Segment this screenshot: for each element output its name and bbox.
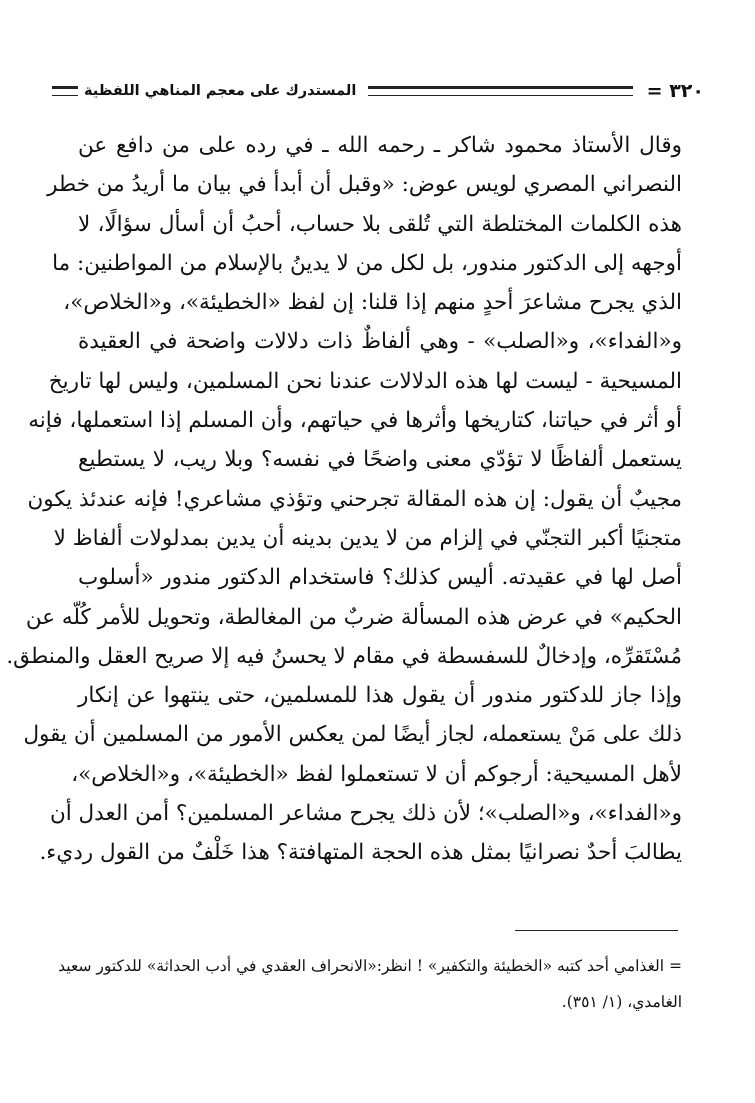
text-line: متجنيًا أكبر التجنّي في إلزام من لا يدين بدينه أن يدين بمدلولات ألفاظ لا bbox=[53, 525, 682, 551]
text-line: الذي يجرح مشاعرَ أحدٍ منهم إذا قلنا: إن لفظ «الخطيئة»، و«الخلاص»، bbox=[63, 290, 682, 316]
header-end-rule bbox=[52, 86, 78, 96]
text-line: وقال الأستاذ محمود شاكر ـ رحمه الله ـ في رده على من دافع عن bbox=[78, 133, 682, 158]
text-line: مجيبٌ أن يقول: إن هذه المقالة تجرحني وتؤذي مشاعري! فإنه عندئذ يكون bbox=[27, 486, 682, 512]
text-line: أصل لها في عقيدته. أليس كذلك؟ فاستخدام الدكتور مندور «أسلوب bbox=[78, 565, 682, 591]
text-line: الحكيم» في عرض هذه المسألة ضربٌ من المغالطة، وتحويل للأمر كُلّه عن bbox=[25, 604, 682, 630]
text-line: المسيحية - ليست لها هذه الدلالات عندنا نحن المسلمين، وليس لها تاريخ bbox=[48, 368, 682, 394]
page-number: ٣٢٠ = bbox=[646, 80, 704, 102]
text-line: النصراني المصري لويس عوض: «وقبل أن أبدأ في بيان ما أريدُ من خطر bbox=[47, 172, 682, 198]
footnote bbox=[58, 948, 682, 1020]
text-line: يطالبَ أحدٌ نصرانيًا بمثل هذه الحجة المتهافتة؟ هذا خَلْفٌ من القول رديء. bbox=[39, 840, 682, 866]
text-line: أو أثر في حياتنا، كتاريخها وأثرها في حياتهم، وأن المسلم إذا استعملها، فإنه bbox=[28, 408, 682, 434]
text-line: لأهل المسيحية: أرجوكم أن لا تستعملوا لفظ «الخطيئة»، و«الخلاص»، bbox=[71, 761, 682, 787]
text-line: مُسْتَقرِّه، وإدخالٌ للسفسطة في مقام لا يحسنُ فيه إلا صريح العقل والمنطق. bbox=[6, 643, 682, 669]
text-line: وإذا جاز للدكتور مندور أن يقول هذا للمسلمين، حتى ينتهوا عن إنكار bbox=[78, 683, 682, 709]
main-text bbox=[6, 126, 682, 873]
footnote-line: = الغذامي أحد كتبه «الخطيئة والتكفير» ! انظر:«الانحراف العقدي في أدب الحداثة» للدكتور سعيد bbox=[58, 957, 682, 975]
text-line: يستعمل ألفاظًا لا تؤدّي معنى واضحًا في نفسه؟ وبلا ريب، لا يستطيع bbox=[78, 447, 682, 473]
text-line: هذه الكلمات المختلطة التي تُلقى بلا حساب، أحبُ أن أسأل سؤالًا، لا bbox=[78, 211, 682, 237]
footnote-line: الغامدي، (١/ ٣٥١). bbox=[561, 993, 682, 1011]
header-rule bbox=[368, 86, 632, 96]
footnote-separator bbox=[515, 930, 678, 931]
text-line: و«الفداء»، و«الصلب» - وهي ألفاظٌ ذات دلالات واضحة في العقيدة bbox=[78, 329, 682, 355]
book-title: المستدرك على معجم المناهي اللفظية bbox=[84, 83, 357, 99]
text-line: أوجهه إلى الدكتور مندور، بل لكل من لا يدينُ بالإسلام من المواطنين: ما bbox=[52, 250, 682, 276]
text-line: ذلك على مَنْ يستعمله، لجاز أيضًا لمن يعكس الأمور من المسلمين أن يقول bbox=[23, 722, 682, 748]
text-line: و«الفداء»، و«الصلب»؛ لأن ذلك يجرح مشاعر المسلمين؟ أمن العدل أن bbox=[49, 801, 682, 827]
running-header bbox=[52, 76, 704, 106]
